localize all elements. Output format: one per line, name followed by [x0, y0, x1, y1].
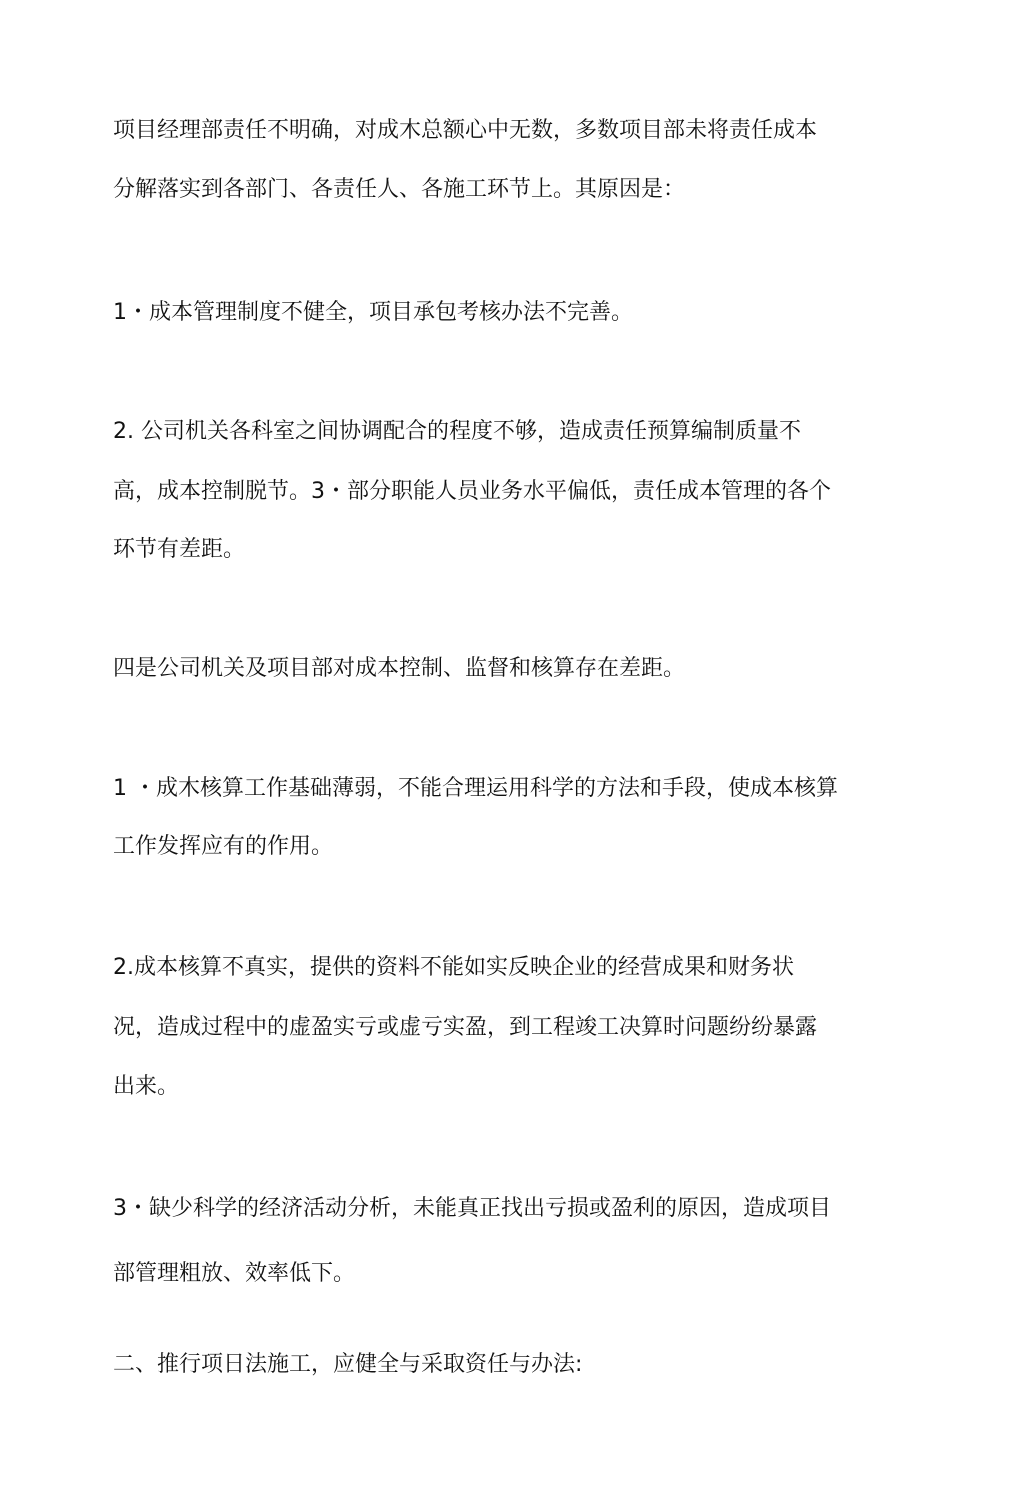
text-line: 1 ・成木核算工作基础薄弱，不能合理运用科学的方法和手段，使成本核算: [113, 776, 838, 801]
text-line: 四是公司机关及项目部对成本控制、监督和核算存在差距。: [113, 656, 686, 681]
text-line: 二、推行项日法施工，应健全与采取资任与办法:: [113, 1352, 583, 1377]
text-line: 工作发挥应有的作用。: [113, 834, 334, 859]
text-line: 分解落实到各部门、各责任人、各施工环节上。其原因是：: [113, 177, 686, 202]
text-line: 1・成本管理制度不健全，项目承包考核办法不完善。: [113, 300, 633, 325]
text-line: 2.成本核算不真实，提供的资料不能如实反映企业的经营成果和财务状: [113, 955, 794, 980]
text-line: 2. 公司机关各科室之间协调配合的程度不够，造成责任预算编制质量不: [113, 419, 801, 444]
text-line: 出来。: [113, 1074, 180, 1099]
text-line: 部管理粗放、效率低下。: [113, 1261, 356, 1286]
text-line: 高，成本控制脱节。3・部分职能人员业务水平偏低，责任成本管理的各个: [113, 479, 831, 504]
text-line: 况，造成过程中的虚盈实亏或虚亏实盈，到工程竣工决算时问题纷纷暴露: [113, 1015, 818, 1040]
text-line: 3・缺少科学的经济活动分析，未能真正找出亏损或盈利的原因，造成项目: [113, 1196, 831, 1221]
text-line: 环节有差距。: [113, 537, 246, 562]
text-line: 项目经理部责任不明确，对成木总额心中无数，多数项目部未将责任成本: [113, 118, 818, 143]
